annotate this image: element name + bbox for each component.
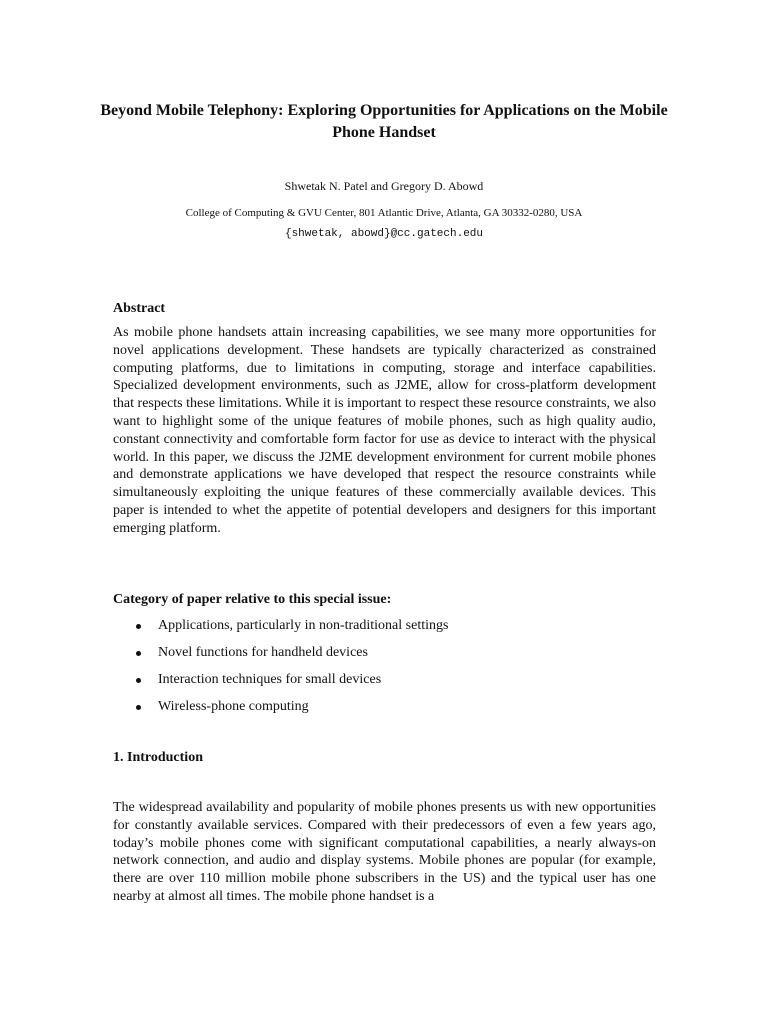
bullet-icon (136, 678, 141, 683)
category-item-text: Wireless-phone computing (158, 699, 309, 714)
category-list-item (113, 671, 656, 698)
paper-title: Beyond Mobile Telephony: Exploring Opportunities for Applications on the Mobile Phone Handset (100, 102, 668, 141)
abstract-body: As mobile phone handsets attain increasing capabilities, we see many more opportunities for novel applications development. These handsets are typically characterized as constrained computing platforms, due to limitations in computing, storage and interface capabilities. Specialized development environments, such as J2ME, allow for cross-platform development that respects these limitations. While it is important to respect these resource constraints, we also want to highlight some of the unique features of mobile phones, such as high quality audio, constant connectivity and comfortable form factor for use as device to interact with the physical world. In this paper, we discuss the J2ME development environment for current mobile phones and demonstrate applications we have developed that respect the resource constraints while simultaneously exploiting the unique features of these commercially available devices. This paper is intended to whet the appetite of potential developers and designers for this important emerging platform. (113, 325, 656, 536)
introduction-body: The widespread availability and popularity of mobile phones presents us with new opportunities for constantly available services. Compared with their predecessors of even a few years ago, today’s mobile phones come with significant computational capabilities, a nearly always-on network connection, and audio and display systems. Mobile phones are popular (for example, there are over 110 million mobile phone subscribers in the US) and the typical user has one nearby at almost all times. The mobile phone handset is a (113, 800, 656, 904)
category-item-text: Interaction techniques for small devices (158, 672, 382, 687)
category-list (113, 617, 656, 725)
category-heading: Category of paper relative to this special issue: (113, 592, 392, 607)
bullet-icon (136, 624, 141, 629)
bullet-icon (136, 651, 141, 656)
abstract-heading: Abstract (113, 301, 166, 316)
paper-authors: Shwetak N. Patel and Gregory D. Abowd (284, 179, 484, 193)
category-list-item (113, 698, 656, 725)
bullet-icon (136, 705, 141, 710)
category-list-item (113, 644, 656, 671)
author-affiliation: College of Computing & GVU Center, 801 Atlantic Drive, Atlanta, GA 30332-0280, USA (185, 207, 583, 219)
category-list-item (113, 617, 656, 644)
author-email: {shwetak, abowd}@cc.gatech.edu (284, 228, 484, 240)
category-item-text: Novel functions for handheld devices (158, 645, 368, 660)
category-item-text: Applications, particularly in non-traditional settings (158, 618, 449, 633)
introduction-heading: 1. Introduction (113, 750, 203, 765)
